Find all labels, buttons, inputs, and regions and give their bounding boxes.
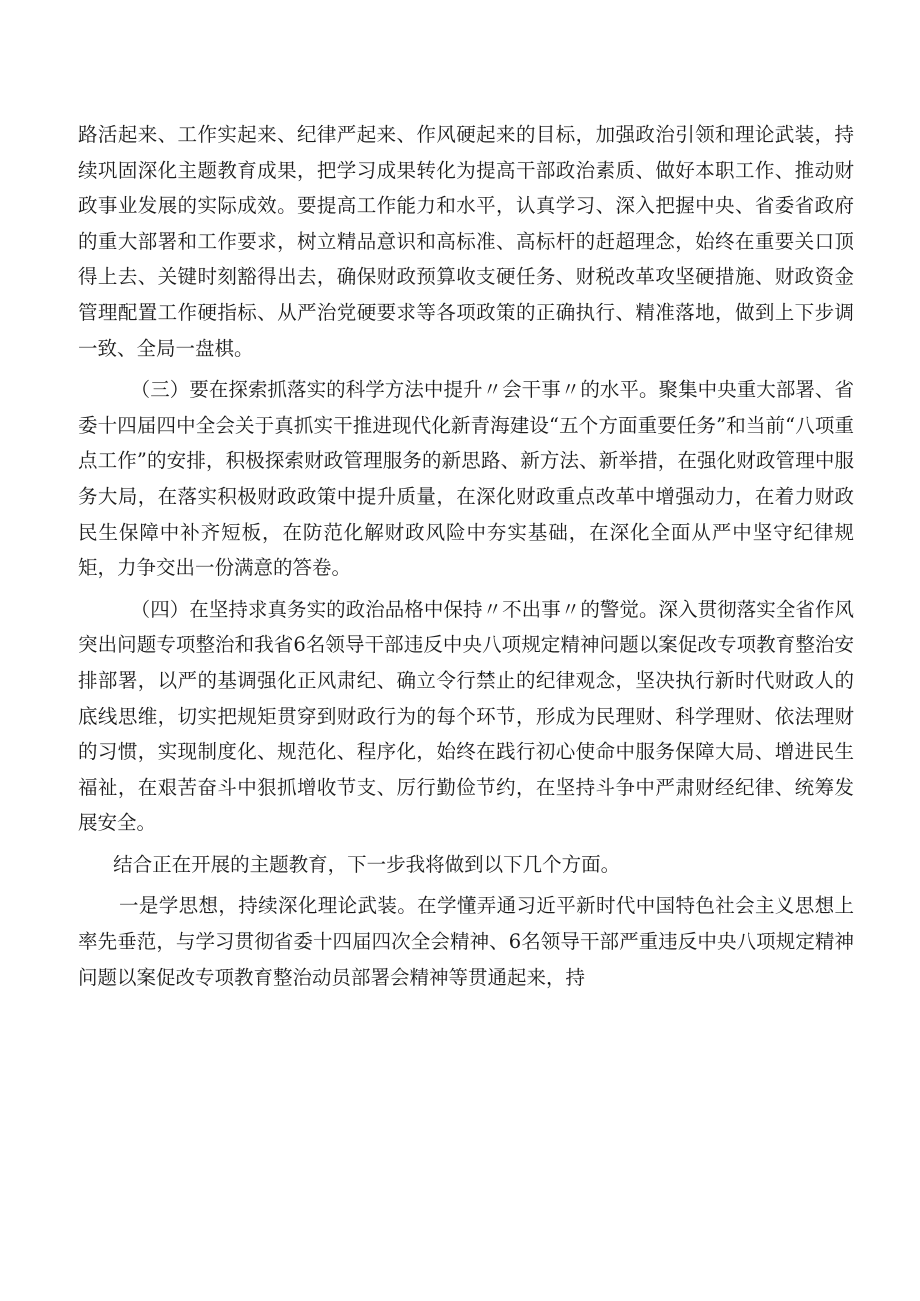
paragraph-point-one: 一是学思想，持续深化理论武装。在学懂弄通习近平新时代中国特色社会主义思想上率先垂范，与学习贯彻省委十四届四次全会精神、6名领导干部严重违反中央八项规定精神问题以案促改专项教育整治动员部署会精神等贯通起来，持 bbox=[78, 894, 854, 989]
paragraph-section-three: （三）要在探索抓落实的科学方法中提升〃会干事〃的水平。聚集中央重大部署、省委十四届四中全会关于真抓实干推进现代化新青海建设“五个方面重要任务”和当前“八项重点工作”的安排，积极探索财政管理服务的新思路、新方法、新举措，在强化财政管理中服务大局，在落实积极财政政策中提升质量，在深化财政重点改革中增强动力，在着力财政民生保障中补齐短板，在防范化解财政风险中夯实基础，在深化全面从严中坚守纪律规矩，力争交出一份满意的答卷。 bbox=[78, 378, 854, 580]
document-body bbox=[78, 117, 854, 995]
paragraph-continuation: 路活起来、工作实起来、纪律严起来、作风硬起来的目标，加强政治引领和理论武装，持续巩固深化主题教育成果，把学习成果转化为提高干部政治素质、做好本职工作、推动财政事业发展的实际成效。要提高工作能力和水平，认真学习、深入把握中央、省委省政府的重大部署和工作要求，树立精品意识和高标准、高标杆的赶超理念，始终在重要关口顶得上去、关键时刻豁得出去，确保财政预算收支硬任务、财税改革攻坚硬措施、财政资金管理配置工作硬指标、从严治党硬要求等各项政策的正确执行、精准落地，做到上下步调一致、全局一盘棋。 bbox=[78, 123, 854, 360]
paragraph-section-four: （四）在坚持求真务实的政治品格中保持〃不出事〃的警觉。深入贯彻落实全省作风突出问题专项整治和我省6名领导干部违反中央八项规定精神问题以案促改专项教育整治安排部署，以严的基调强化正风肃纪、确立令行禁止的纪律观念，坚决执行新时代财政人的底线思维，切实把规矩贯穿到财政行为的每个环节，形成为民理财、科学理财、依法理财的习惯，实现制度化、规范化、程序化，始终在践行初心使命中服务保障大局、增进民生福祉，在艰苦奋斗中狠抓增收节支、厉行勤俭节约，在坚持斗争中严肃财经纪律、统筹发展安全。 bbox=[78, 597, 854, 835]
paragraph-next-steps-intro: 结合正在开展的主题教育，下一步我将做到以下几个方面。 bbox=[113, 852, 621, 876]
